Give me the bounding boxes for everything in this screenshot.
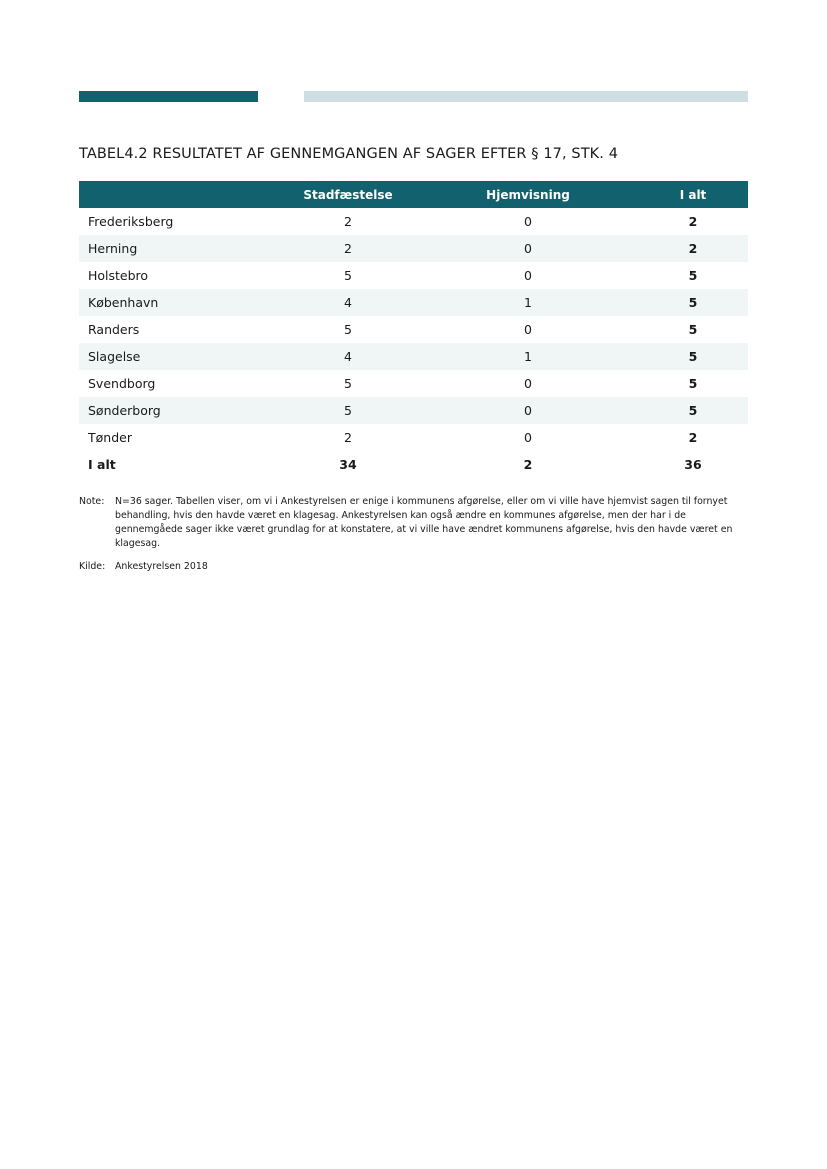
source-label: Kilde: — [79, 561, 106, 572]
municipality-name: Herning — [79, 235, 278, 262]
i-alt-value: 5 — [688, 268, 698, 283]
i-alt-value: 5 — [688, 322, 698, 337]
column-header-i-alt: I alt — [638, 181, 748, 208]
table-title: TABEL4.2 RESULTATET AF GENNEMGANGEN AF SAGER EFTER § 17, STK. 4 — [79, 146, 619, 162]
table-row — [79, 424, 748, 451]
source-text: Ankestyrelsen 2018 — [115, 561, 208, 572]
i-alt-value: 5 — [688, 376, 698, 391]
municipality-name: Svendborg — [88, 376, 156, 391]
table-row — [79, 397, 748, 424]
hjemvisning-value: 0 — [524, 376, 532, 391]
stadfaestelse-value: 5 — [344, 322, 352, 337]
table-source — [79, 561, 208, 572]
stadfaestelse-value: 5 — [344, 376, 352, 391]
hjemvisning-value: 1 — [418, 289, 638, 316]
municipality-name: Frederiksberg — [88, 214, 174, 229]
municipality-name: Tønder — [88, 430, 132, 445]
i-alt-value: 5 — [638, 343, 748, 370]
stadfaestelse-value: 2 — [278, 235, 418, 262]
municipality-name: Randers — [88, 322, 140, 337]
hjemvisning-value: 0 — [524, 322, 532, 337]
table-row — [79, 343, 748, 370]
column-header-hjemvisning: Hjemvisning — [418, 181, 638, 208]
total-hjemvisning: 2 — [523, 457, 533, 472]
total-i-alt: 36 — [684, 457, 702, 472]
hjemvisning-value: 0 — [418, 235, 638, 262]
stadfaestelse-value: 5 — [344, 268, 352, 283]
table-note — [79, 495, 749, 551]
table-row — [79, 316, 748, 343]
table-row — [79, 289, 748, 316]
hjemvisning-value: 1 — [418, 343, 638, 370]
stadfaestelse-value: 4 — [278, 343, 418, 370]
municipality-name: Slagelse — [79, 343, 278, 370]
stadfaestelse-value: 2 — [344, 214, 352, 229]
hjemvisning-value: 0 — [524, 430, 532, 445]
i-alt-value: 2 — [688, 430, 698, 445]
table-row — [79, 370, 748, 397]
column-header-municipality — [79, 181, 278, 208]
table-row — [79, 208, 748, 235]
hjemvisning-value: 0 — [418, 397, 638, 424]
stadfaestelse-value: 4 — [278, 289, 418, 316]
total-stadfaestelse: 34 — [339, 457, 357, 472]
table-header-row — [79, 181, 748, 208]
municipality-name: Sønderborg — [79, 397, 278, 424]
hjemvisning-value: 0 — [524, 268, 532, 283]
results-table — [79, 181, 748, 478]
i-alt-value: 5 — [638, 397, 748, 424]
note-text: N=36 sager. Tabellen viser, om vi i Ankestyrelsen er enige i kommunens afgørelse, eller om vi ville have hjemvist sagen til fornyet behandling, hvis den havde været en klagesag. Ankestyrelsen kan også ændre en kommunes afgørelse, men der har i de gennemgåede sager ikke været grundlag for at konstatere, at vi ville have ændret kommunens afgørelse, hvis den havde været en klagesag. — [115, 496, 733, 549]
table-total-row — [79, 451, 748, 478]
stadfaestelse-value: 5 — [278, 397, 418, 424]
note-label: Note: — [79, 496, 105, 507]
i-alt-value: 2 — [638, 235, 748, 262]
i-alt-value: 5 — [638, 289, 748, 316]
header-bar-dark — [79, 91, 258, 102]
column-header-stadfaestelse: Stadfæstelse — [278, 181, 418, 208]
table-row — [79, 235, 748, 262]
municipality-name: Holstebro — [88, 268, 149, 283]
stadfaestelse-value: 2 — [344, 430, 352, 445]
municipality-name: København — [79, 289, 278, 316]
header-bar-light — [304, 91, 748, 102]
hjemvisning-value: 0 — [524, 214, 532, 229]
total-label: I alt — [88, 457, 116, 472]
i-alt-value: 2 — [688, 214, 698, 229]
table-row — [79, 262, 748, 289]
